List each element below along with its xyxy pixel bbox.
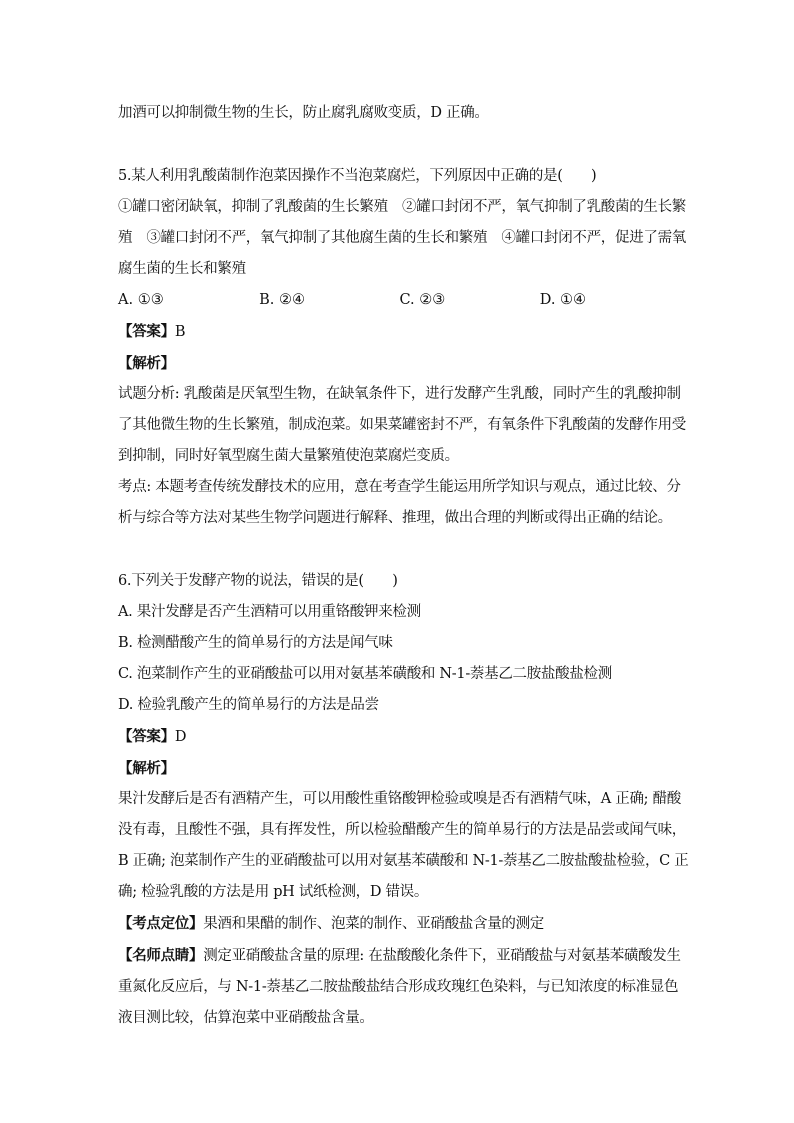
spacer <box>118 129 680 161</box>
document-body <box>118 98 689 1034</box>
q5-analysis-line-3: 到抑制，同时好氧型腐生菌大量繁殖使泡菜腐烂变质。 <box>118 448 459 464</box>
q6-stem: 6.下列关于发酵产物的说法，错误的是( ) <box>118 573 398 589</box>
q5-reasons-line-3: 腐生菌的生长和繁殖 <box>118 261 246 277</box>
q6-option-d: D. 检验乳酸产生的简单易行的方法是品尝 <box>118 697 379 713</box>
q5-option-a: A. ①③ <box>118 292 164 308</box>
q6-mingshi-label: 【名师点睛】 <box>118 947 204 964</box>
q5-analysis-line-5: 析与综合等方法对某些生物学问题进行解释、推理，做出合理的判断或得出正确的结论。 <box>118 510 672 526</box>
q5-reasons-line-1: ①罐口密闭缺氧，抑制了乳酸菌的生长繁殖 ②罐口封闭不严，氧气抑制了乳酸菌的生长繁 <box>118 199 686 215</box>
q6-kaodian-label: 【考点定位】 <box>118 915 204 932</box>
q6-answer-value: D <box>174 729 187 745</box>
q6-kaodian <box>118 908 680 940</box>
q6-mingshi-line-2: 重氮化反应后，与 N-1-萘基乙二胺盐酸盐结合形成玫瑰红色染料，与已知浓度的标准显色 <box>118 979 679 995</box>
q5-analysis-line-2: 了其他微生物的生长繁殖，制成泡菜。如果菜罐密封不严，有氧条件下乳酸菌的发酵作用受 <box>118 417 686 433</box>
q6-option-c: C. 泡菜制作产生的亚硝酸盐可以用对氨基苯磺酸和 N-1-萘基乙二胺盐酸盐检测 <box>118 666 612 682</box>
question-6 <box>118 566 689 1034</box>
q6-option-b: B. 检测醋酸产生的简单易行的方法是闻气味 <box>118 635 393 651</box>
q5-analysis-line-1: 试题分析: 乳酸菌是厌氧型生物，在缺氧条件下，进行发酵产生乳酸，同时产生的乳酸抑制 <box>118 386 681 402</box>
q6-kaodian-text: 果酒和果醋的制作、泡菜的制作、亚硝酸盐含量的测定 <box>203 916 545 932</box>
q6-mingshi-first: 测定亚硝酸盐含量的原理: 在盐酸酸化条件下，亚硝酸盐与对氨基苯磺酸发生 <box>203 948 681 964</box>
q6-analysis-label: 【解析】 <box>118 760 175 777</box>
question-5 <box>118 161 686 534</box>
q5-answer-label: 【答案】 <box>118 323 175 340</box>
q5-stem: 5.某人利用乳酸菌制作泡菜因操作不当泡菜腐烂，下列原因中正确的是( ) <box>118 168 597 184</box>
q5-analysis-line-4: 考点: 本题考查传统发酵技术的应用，意在考查学生能运用所学知识与观点，通过比较、分 <box>118 479 681 495</box>
q5-option-d: D. ①④ <box>539 292 587 308</box>
q6-mingshi <box>118 940 680 972</box>
q6-analysis-line-3: B 正确; 泡菜制作产生的亚硝酸盐可以用对氨基苯磺酸和 N-1-萘基乙二胺盐酸盐检验，C 正 <box>118 853 689 869</box>
intro-line: 加酒可以抑制微生物的生长，防止腐乳腐败变质，D 正确。 <box>118 105 489 121</box>
spacer <box>118 534 680 566</box>
q6-analysis-line-2: 没有毒，且酸性不强，具有挥发性，所以检验醋酸产生的简单易行的方法是品尝或闻气味， <box>118 822 686 838</box>
q5-reasons-line-2: 殖 ③罐口封闭不严，氧气抑制了其他腐生菌的生长和繁殖 ④罐口封闭不严，促进了需氧 <box>118 230 686 246</box>
q5-analysis-label: 【解析】 <box>118 355 175 372</box>
q6-mingshi-line-3: 液目测比较，估算泡菜中亚硝酸盐含量。 <box>118 1010 374 1026</box>
q5-options <box>118 285 680 316</box>
q6-analysis-line-1: 果汁发酵后是否有酒精产生，可以用酸性重铬酸钾检验或嗅是否有酒精气味，A 正确; 醋酸 <box>118 791 681 807</box>
q5-option-b: B. ②④ <box>259 292 306 308</box>
q5-option-c: C. ②③ <box>399 292 446 308</box>
q6-option-a: A. 果汁发酵是否产生酒精可以用重铬酸钾来检测 <box>118 604 421 620</box>
q6-analysis-line-4: 确; 检验乳酸的方法是用 pH 试纸检测，D 错误。 <box>118 884 429 900</box>
q6-answer-label: 【答案】 <box>118 728 175 745</box>
q6-answer <box>118 721 680 753</box>
q5-answer <box>118 316 680 348</box>
q5-answer-value: B <box>174 324 186 340</box>
